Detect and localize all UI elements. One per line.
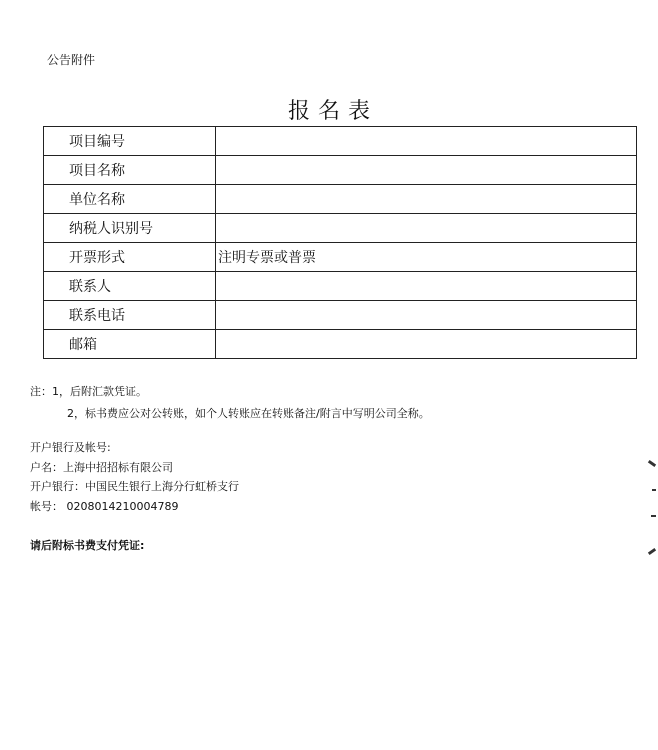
bank-info-section bbox=[30, 438, 239, 516]
table-row-contact-person bbox=[44, 272, 637, 301]
row-label: 联系人 bbox=[44, 272, 216, 301]
scan-edge-mark bbox=[648, 460, 656, 467]
scan-edge-mark bbox=[651, 515, 656, 517]
account-name: 户名：上海中招招标有限公司 bbox=[30, 460, 173, 474]
row-label: 联系电话 bbox=[44, 301, 216, 330]
registration-table bbox=[43, 126, 637, 359]
scan-edge-mark bbox=[648, 548, 656, 555]
table-row-company-name bbox=[44, 185, 637, 214]
row-label: 项目编号 bbox=[44, 127, 216, 156]
account-number: 帐号： 0208014210004789 bbox=[30, 499, 179, 513]
row-label: 纳税人识别号 bbox=[44, 214, 216, 243]
row-value bbox=[216, 301, 637, 330]
row-value bbox=[216, 127, 637, 156]
table-row-email bbox=[44, 330, 637, 359]
note-2: 2，标书费应公对公转账，如个人转账应在转账备注/附言中写明公司全称。 bbox=[67, 407, 430, 420]
note-1: 注：1，后附汇款凭证。 bbox=[30, 385, 147, 398]
scan-edge-mark bbox=[652, 489, 656, 491]
bank-name: 开户银行：中国民生银行上海分行虹桥支行 bbox=[30, 480, 239, 493]
row-label: 邮箱 bbox=[44, 330, 216, 359]
row-value bbox=[216, 330, 637, 359]
row-label: 项目名称 bbox=[44, 156, 216, 185]
row-value bbox=[216, 214, 637, 243]
table-row-contact-phone bbox=[44, 301, 637, 330]
table-row-invoice-type bbox=[44, 243, 637, 272]
row-value bbox=[216, 272, 637, 301]
table-row-project-number bbox=[44, 127, 637, 156]
form-title: 报名表 bbox=[287, 99, 378, 124]
row-value bbox=[216, 185, 637, 214]
table-row-project-name bbox=[44, 156, 637, 185]
table-row-tax-id bbox=[44, 214, 637, 243]
bank-heading: 开户银行及帐号: bbox=[30, 441, 111, 454]
row-value: 注明专票或普票 bbox=[216, 243, 637, 272]
voucher-note: 请后附标书费支付凭证: bbox=[30, 539, 145, 552]
attachment-label: 公告附件 bbox=[47, 53, 96, 67]
row-label: 单位名称 bbox=[44, 185, 216, 214]
row-label: 开票形式 bbox=[44, 243, 216, 272]
row-value bbox=[216, 156, 637, 185]
notes-section bbox=[30, 381, 430, 425]
